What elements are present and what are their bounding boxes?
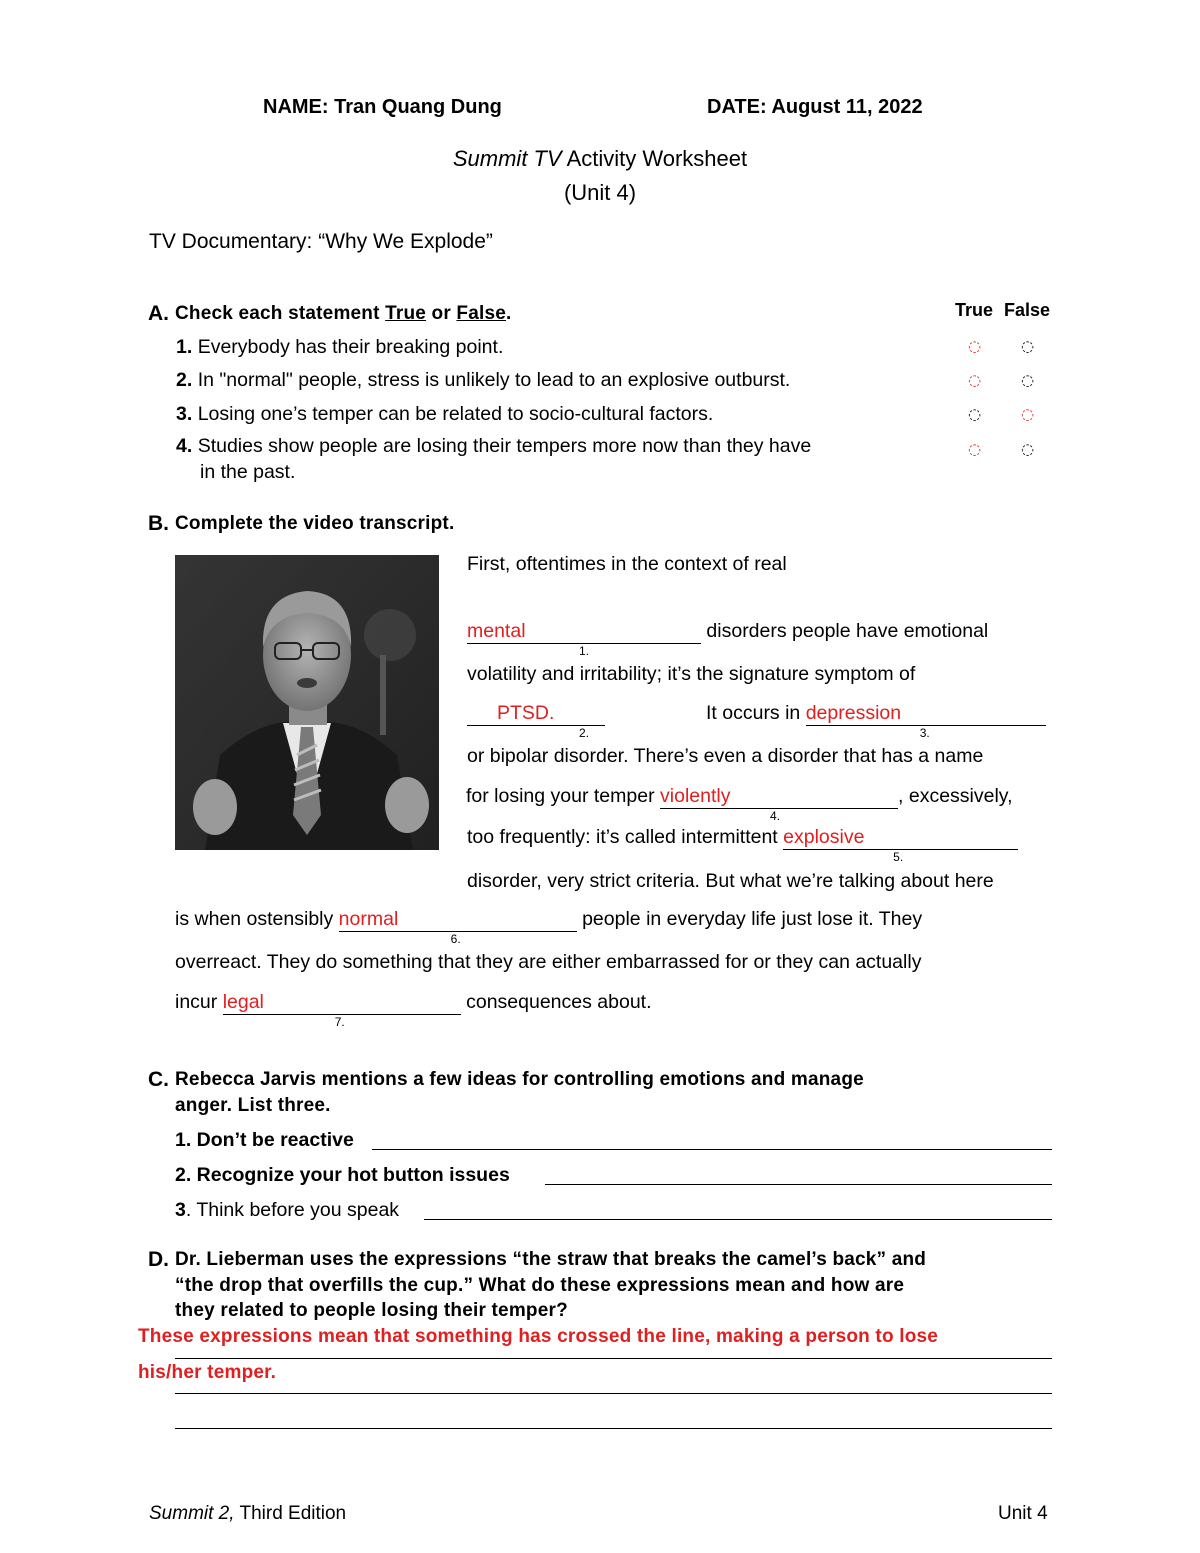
section-c-letter: C.	[148, 1068, 169, 1091]
section-a-letter: A.	[148, 302, 169, 325]
instr-or: or	[426, 303, 457, 324]
item-text: Losing one’s temper can be related to socio-cultural factors.	[197, 403, 714, 425]
blank-1-number: 1.	[579, 644, 590, 658]
blank-6[interactable]	[338, 908, 577, 946]
transcript-line-8: disorder, very strict criteria. But what we’re talking about here	[467, 870, 994, 892]
blank-6-number: 6.	[450, 932, 461, 946]
footer-book	[149, 1503, 346, 1525]
blank-3-number: 3.	[919, 726, 930, 740]
radio-2-true[interactable]: ◌	[968, 371, 982, 389]
radio-2-false[interactable]: ◌	[1021, 371, 1035, 389]
answer-4: violently	[660, 785, 731, 807]
section-d-letter: D.	[148, 1248, 169, 1271]
item-text: In "normal" people, stress is unlikely to lead to an explosive outburst.	[197, 369, 791, 391]
c-answer-1	[175, 1129, 354, 1152]
worksheet-title	[0, 146, 1200, 172]
instr-false: False	[456, 303, 507, 324]
blank-2-number: 2.	[579, 726, 590, 740]
blank-7-number: 7.	[334, 1015, 345, 1029]
radio-1-true[interactable]: ◌	[968, 337, 982, 355]
section-d-question-1: Dr. Lieberman uses the expressions “the straw that breaks the camel’s back” and	[175, 1249, 927, 1270]
speaker-photo-image	[175, 555, 439, 850]
footer-book-rest: Third Edition	[234, 1503, 347, 1524]
section-a-instructions	[175, 303, 512, 325]
tf-item-3	[176, 403, 713, 426]
answer-6: normal	[338, 908, 399, 930]
line-7-start: too frequently: it’s called intermittent	[467, 826, 784, 848]
footer-unit: Unit 4	[998, 1503, 1048, 1524]
instr-true: True	[385, 303, 427, 324]
column-false-header: False	[1004, 300, 1051, 320]
line-4-rest: It occurs in	[706, 702, 806, 724]
c-answer-1-line[interactable]	[372, 1149, 1052, 1150]
transcript-line-11	[175, 991, 652, 1029]
section-b-letter: B.	[148, 512, 169, 535]
line-6-end: , excessively,	[898, 785, 1013, 807]
item-text: Everybody has their breaking point.	[197, 336, 504, 358]
tf-item-4-cont: in the past.	[200, 461, 296, 483]
c-text: Don’t be reactive	[191, 1129, 354, 1151]
radio-4-false[interactable]: ◌	[1021, 440, 1035, 458]
blank-5[interactable]	[783, 826, 1018, 864]
line-11-end: consequences about.	[460, 991, 652, 1013]
section-d-question-3: they related to people losing their temper?	[175, 1300, 568, 1321]
answer-1: mental	[467, 620, 526, 642]
c-text: Recognize your hot button issues	[191, 1164, 510, 1186]
blank-3[interactable]	[805, 702, 1046, 740]
transcript-line-10: overreact. They do something that they are either embarrassed for or they can actually	[175, 951, 922, 973]
line-9-end: people in everyday life just lose it. They	[576, 908, 923, 930]
section-c-title-1: Rebecca Jarvis mentions a few ideas for controlling emotions and manage	[175, 1069, 864, 1090]
item-num: 2.	[176, 369, 193, 391]
transcript-line-4a	[467, 702, 605, 740]
radio-4-true[interactable]: ◌	[968, 440, 982, 458]
blank-1[interactable]	[467, 620, 701, 658]
c-answer-2	[175, 1164, 510, 1187]
item-num: 4.	[176, 435, 193, 457]
unit-title: (Unit 4)	[563, 180, 637, 205]
transcript-line-2	[467, 620, 989, 658]
radio-3-true[interactable]: ◌	[968, 405, 982, 423]
name-field: NAME: Tran Quang Dung	[263, 96, 502, 118]
c-num: 2.	[175, 1164, 192, 1186]
d-answer-rule-2[interactable]	[175, 1393, 1052, 1394]
item-num: 3.	[176, 403, 193, 425]
transcript-line-1: First, oftentimes in the context of real	[467, 553, 787, 575]
documentary-title: TV Documentary: “Why We Explode”	[149, 230, 493, 253]
d-answer-line-2: his/her temper.	[138, 1362, 277, 1383]
item-num: 1.	[176, 336, 193, 358]
date-field: DATE: August 11, 2022	[707, 96, 923, 118]
blank-2[interactable]	[467, 702, 605, 740]
c-answer-2-line[interactable]	[545, 1184, 1052, 1185]
answer-5: explosive	[783, 826, 865, 848]
line-9-start: is when ostensibly	[175, 908, 339, 930]
transcript-line-4b	[706, 702, 1046, 740]
answer-2: PTSD.	[497, 702, 555, 724]
transcript-line-3: volatility and irritability; it’s the signature symptom of	[467, 663, 916, 685]
c-answer-3-line[interactable]	[424, 1219, 1052, 1220]
tf-item-1	[176, 336, 503, 359]
transcript-line-6	[466, 785, 1013, 823]
answer-7: legal	[222, 991, 264, 1013]
d-answer-line-1: These expressions mean that something has crossed the line, making a person to lose	[138, 1326, 939, 1347]
c-num: 1.	[175, 1129, 192, 1151]
radio-1-false[interactable]: ◌	[1021, 337, 1035, 355]
d-answer-rule-1[interactable]	[175, 1358, 1052, 1359]
title-italic: Summit TV	[452, 146, 562, 171]
column-true-header: True	[955, 300, 994, 320]
c-num: 3	[175, 1199, 186, 1221]
line-11-start: incur	[175, 991, 223, 1013]
blank-4-number: 4.	[770, 809, 781, 823]
transcript-line-5: or bipolar disorder. There’s even a disorder that has a name	[467, 745, 984, 767]
tf-item-2	[176, 369, 790, 392]
answer-3: depression	[805, 702, 902, 724]
c-answer-3	[175, 1199, 399, 1222]
c-text: . Think before you speak	[185, 1199, 400, 1221]
footer-book-italic: Summit 2,	[149, 1503, 235, 1524]
tf-item-4	[176, 435, 811, 458]
item-text: Studies show people are losing their tempers more now than they have	[197, 435, 812, 457]
instr-end: .	[506, 303, 512, 324]
speaker-photo	[175, 555, 439, 850]
section-c-title-2: anger. List three.	[175, 1095, 331, 1116]
d-answer-rule-3[interactable]	[175, 1428, 1052, 1429]
title-rest: Activity Worksheet	[561, 146, 748, 171]
section-b-title: Complete the video transcript.	[175, 513, 455, 534]
section-d-question-2: “the drop that overfills the cup.” What do these expressions mean and how are	[175, 1275, 905, 1296]
line-2-rest: disorders people have emotional	[701, 620, 989, 642]
radio-3-false[interactable]: ◌	[1021, 405, 1035, 423]
transcript-line-9	[175, 908, 923, 946]
transcript-line-7	[467, 826, 1018, 864]
instr-pre: Check each statement	[175, 303, 386, 324]
blank-4[interactable]	[660, 785, 898, 823]
blank-5-number: 5.	[893, 850, 904, 864]
line-6-start: for losing your temper	[466, 785, 661, 807]
blank-7[interactable]	[222, 991, 461, 1029]
